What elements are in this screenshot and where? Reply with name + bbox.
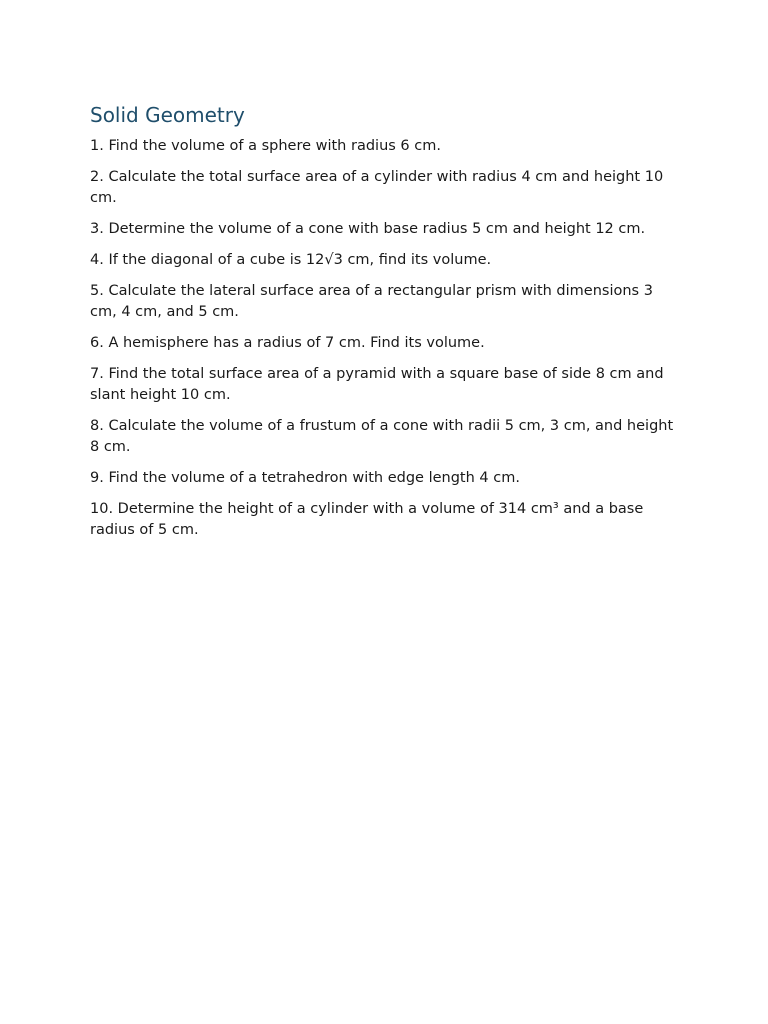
page-title: Solid Geometry: [90, 103, 245, 127]
problem-item: 3. Determine the volume of a cone with base radius 5 cm and height 12 cm.: [90, 221, 646, 237]
problem-item: 9. Find the volume of a tetrahedron with edge length 4 cm.: [90, 470, 520, 486]
problem-item: 2. Calculate the total surface area of a cylinder with radius 4 cm and height 10 cm.: [90, 169, 664, 206]
problem-item: 10. Determine the height of a cylinder with a volume of 314 cm³ and a base radius of 5 cm.: [90, 501, 644, 538]
problem-item: 1. Find the volume of a sphere with radius 6 cm.: [90, 138, 441, 154]
problem-list: [90, 136, 678, 541]
problem-item: 8. Calculate the volume of a frustum of a cone with radii 5 cm, 3 cm, and height 8 cm.: [90, 418, 674, 455]
problem-item: 5. Calculate the lateral surface area of a rectangular prism with dimensions 3 cm, 4 cm, and 5 cm.: [90, 283, 653, 320]
problem-item: 4. If the diagonal of a cube is 12√3 cm, find its volume.: [90, 252, 492, 268]
problem-item: 7. Find the total surface area of a pyramid with a square base of side 8 cm and slant height 10 cm.: [90, 366, 664, 403]
problem-item: 6. A hemisphere has a radius of 7 cm. Find its volume.: [90, 335, 485, 351]
